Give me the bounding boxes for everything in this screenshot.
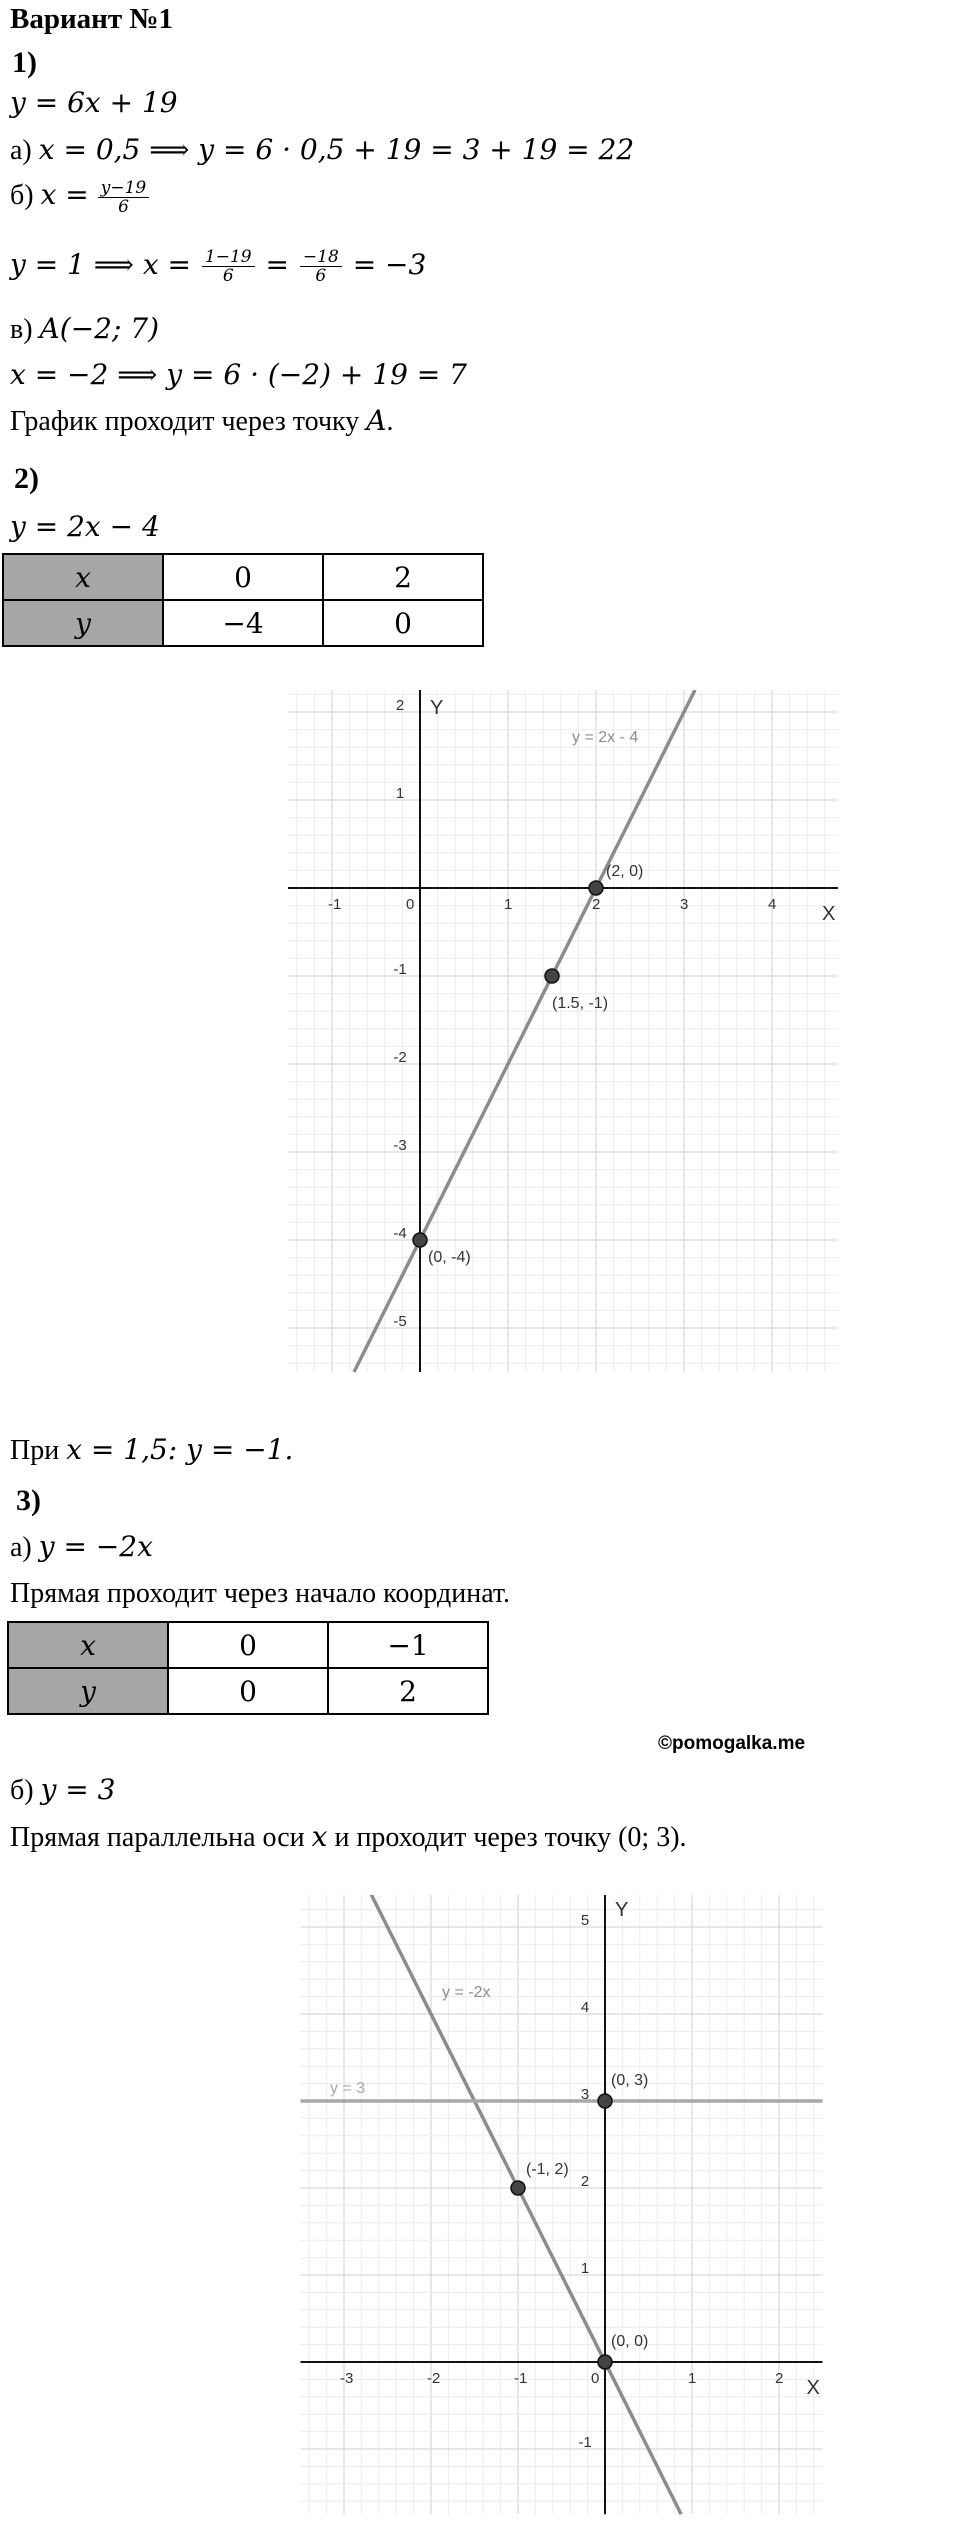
table-cell: 2 (328, 1668, 488, 1714)
y-tick-label: 2 (580, 2173, 590, 2190)
fraction-numerator: y−19 (98, 179, 149, 198)
item-prefix: в) (10, 314, 33, 345)
note-text: и проходит через точку (0; 3). (334, 1822, 687, 1853)
part2-values-table (2, 553, 484, 647)
data-point (598, 2094, 612, 2108)
part3-values-table (7, 1621, 489, 1715)
x-axis-label: X (822, 903, 836, 925)
part3-item-a (10, 1530, 153, 1565)
note-formula: x = 1,5: y = −1. (66, 1433, 294, 1466)
fraction-numerator: −18 (300, 248, 342, 267)
table-cell: −4 (163, 600, 323, 646)
point-name: A (366, 404, 387, 437)
x-tick-label: 4 (768, 896, 777, 913)
y-tick-label: 3 (580, 2086, 590, 2103)
point-label: (0, 0) (611, 2333, 649, 2350)
x-axis-label: X (806, 2377, 820, 2399)
y-tick-label: 5 (580, 1912, 590, 1929)
table-cell: 0 (168, 1622, 328, 1668)
series-label: y = 2x - 4 (572, 729, 639, 746)
x-tick-label: 0 (591, 2370, 600, 2387)
graph-y-2x-minus-4 (280, 690, 880, 1390)
x-tick-label: 0 (406, 896, 415, 913)
part2-note (10, 1433, 293, 1468)
x-tick-label: -1 (328, 896, 342, 913)
fraction-numerator: 1−19 (202, 248, 255, 267)
series-line (354, 690, 695, 1372)
part1-item-b-calc (10, 248, 426, 285)
item-formula: A(−2; 7) (39, 312, 160, 345)
data-point (413, 1233, 427, 1247)
note-text: Прямая параллельна оси (10, 1822, 305, 1853)
data-point (589, 881, 603, 895)
table-row (3, 554, 483, 600)
y-tick-label: -4 (393, 1225, 407, 1242)
data-point (545, 969, 559, 983)
series-line (370, 1895, 681, 2514)
axis-name: x (311, 1820, 328, 1853)
result: = −3 (352, 248, 427, 281)
y-tick-label: 2 (395, 697, 405, 714)
part3-item-b-note (10, 1820, 687, 1855)
part2-heading: 2) (14, 462, 39, 495)
item-formula: y = 3 (40, 1773, 116, 1806)
y-tick-label: 4 (580, 1999, 590, 2016)
x-tick-label: 3 (680, 896, 689, 913)
point-label: (2, 0) (606, 863, 644, 880)
x-tick-label: -3 (340, 2370, 354, 2387)
item-formula: y = 1 ⟹ x = (10, 248, 191, 281)
y-tick-label: -3 (393, 1137, 407, 1154)
table-header-cell: x (8, 1622, 168, 1668)
table-header-cell: y (8, 1668, 168, 1714)
part1-heading: 1) (12, 46, 37, 79)
site-credit: ©pomogalka.me (658, 1733, 806, 1754)
data-point (598, 2355, 612, 2369)
equals-sign: = (265, 248, 289, 281)
note-prefix: При (10, 1435, 60, 1466)
graph-y-minus-2x-and-y-3 (290, 1895, 840, 2525)
item-prefix: а) (10, 1532, 32, 1563)
y-tick-label: -2 (393, 1049, 407, 1066)
part1-conclusion (10, 404, 393, 439)
y-axis-label: Y (430, 697, 444, 719)
fraction-denominator: 6 (118, 197, 129, 218)
table-cell: 0 (168, 1668, 328, 1714)
item-formula: x = 0,5 ⟹ y = 6 · 0,5 + 19 = 3 + 19 = 22 (38, 133, 635, 166)
item-prefix: б) (10, 1775, 34, 1806)
y-tick-label: -5 (393, 1313, 407, 1330)
table-cell: −1 (328, 1622, 488, 1668)
period: . (386, 406, 394, 437)
point-label: (0, -4) (428, 1249, 471, 1266)
part2-equation: y = 2x − 4 (10, 510, 160, 543)
part1-item-c (10, 312, 159, 347)
part1-item-b (10, 178, 151, 216)
fraction (300, 248, 342, 285)
point-label: (0, 3) (611, 2072, 649, 2089)
item-formula: x = (40, 178, 89, 211)
item-prefix: б) (10, 180, 34, 211)
table-header-cell: x (3, 554, 163, 600)
point-label: (1.5, -1) (552, 995, 609, 1012)
item-formula: y = −2x (38, 1530, 153, 1563)
x-tick-label: -2 (427, 2370, 441, 2387)
part3-item-b (10, 1773, 115, 1808)
table-row (3, 600, 483, 646)
y-tick-label: -1 (578, 2434, 592, 2451)
point-label: (-1, 2) (526, 2161, 569, 2178)
part3-heading: 3) (16, 1484, 41, 1517)
part1-equation: y = 6x + 19 (10, 86, 178, 119)
fraction-denominator: 6 (315, 266, 327, 286)
y-tick-label: 1 (580, 2260, 590, 2277)
y-tick-label: 1 (395, 785, 405, 802)
x-tick-label: 1 (688, 2370, 697, 2387)
x-tick-label: 2 (775, 2370, 784, 2387)
item-prefix: а) (10, 135, 32, 166)
table-cell: 0 (323, 600, 483, 646)
fraction-denominator: 6 (222, 266, 234, 286)
page-title: Вариант №1 (10, 3, 174, 35)
part1-item-a (10, 133, 634, 168)
y-axis-label: Y (615, 1899, 629, 1922)
table-row (8, 1622, 488, 1668)
x-tick-label: -1 (514, 2370, 528, 2387)
fraction (98, 179, 149, 216)
table-row (8, 1668, 488, 1714)
series-label: y = 3 (330, 2080, 366, 2097)
x-tick-label: 1 (504, 896, 513, 913)
table-cell: 0 (163, 554, 323, 600)
table-cell: 2 (323, 554, 483, 600)
data-point (511, 2181, 525, 2195)
table-header-cell: y (3, 600, 163, 646)
series-label: y = -2x (442, 1984, 491, 2001)
part1-item-c-calc: x = −2 ⟹ y = 6 · (−2) + 19 = 7 (10, 358, 467, 391)
part3-item-a-note: Прямая проходит через начало координат. (10, 1578, 511, 1609)
x-tick-label: 2 (592, 896, 601, 913)
fraction (202, 248, 255, 285)
conclusion-text: График проходит через точку (10, 406, 360, 437)
y-tick-label: -1 (393, 961, 407, 978)
